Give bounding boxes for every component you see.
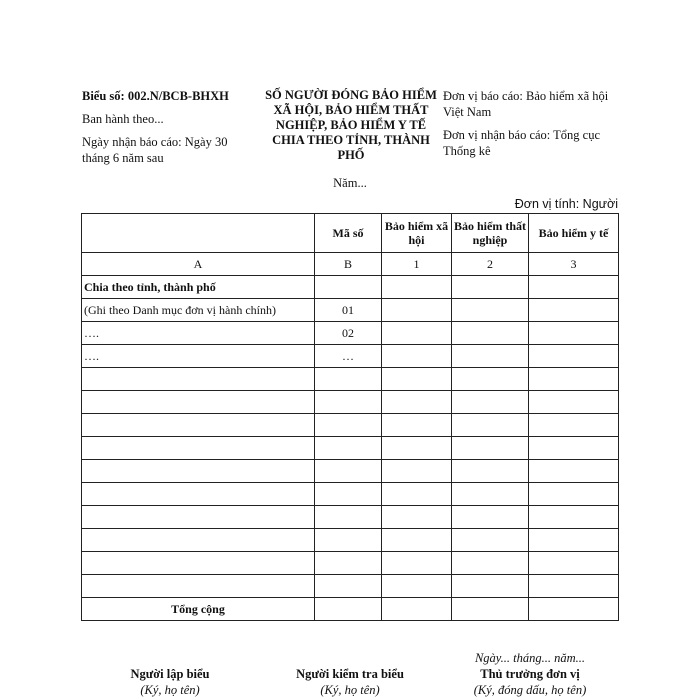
table-cell	[529, 483, 619, 506]
index-cell: 1	[382, 253, 452, 276]
table-cell	[529, 598, 619, 621]
table-cell	[382, 483, 452, 506]
receive-date: Ngày nhận báo cáo: Ngày 30 tháng 6 năm sau	[82, 135, 228, 165]
row-label: (Ghi theo Danh mục đơn vị hành chính)	[82, 299, 315, 322]
table-row	[82, 414, 619, 437]
row-label	[82, 437, 315, 460]
table-cell	[382, 414, 452, 437]
report-table	[81, 213, 619, 621]
table-cell	[452, 322, 529, 345]
table-cell	[452, 460, 529, 483]
table-cell	[452, 483, 529, 506]
head-note: (Ký, đóng dấu, họ tên)	[473, 683, 587, 697]
table-cell	[529, 529, 619, 552]
table-row	[82, 299, 619, 322]
table-cell	[529, 414, 619, 437]
row-label: ….	[82, 345, 315, 368]
table-row	[82, 460, 619, 483]
table-row	[82, 483, 619, 506]
table-cell	[452, 391, 529, 414]
preparer-signature	[110, 666, 230, 698]
row-code	[315, 414, 382, 437]
table-cell	[382, 460, 452, 483]
table-cell	[382, 598, 452, 621]
table-cell	[382, 552, 452, 575]
total-label: Tổng cộng	[82, 598, 315, 621]
table-cell	[452, 299, 529, 322]
measure-unit: Đơn vị tính: Người	[514, 197, 618, 211]
total-row	[82, 598, 619, 621]
table-cell	[382, 506, 452, 529]
index-cell: B	[315, 253, 382, 276]
row-label: Chia theo tỉnh, thành phố	[82, 276, 315, 299]
column-header: Bảo hiểm thất nghiệp	[452, 214, 529, 253]
preparer-note: (Ký, họ tên)	[140, 683, 200, 697]
column-header: Bảo hiểm y tế	[529, 214, 619, 253]
table-cell	[452, 506, 529, 529]
table-cell	[382, 276, 452, 299]
row-code: 01	[315, 299, 382, 322]
table-cell	[452, 368, 529, 391]
form-info	[82, 88, 257, 166]
receiving-unit: Đơn vị nhận báo cáo: Tổng cục Thống kê	[443, 128, 601, 158]
table-cell	[382, 391, 452, 414]
row-code	[315, 276, 382, 299]
table-cell	[529, 276, 619, 299]
form-code: Biểu số: 002.N/BCB-BHXH	[82, 89, 229, 103]
table-cell	[529, 552, 619, 575]
head-signature	[455, 650, 605, 698]
table-cell	[382, 575, 452, 598]
row-code	[315, 391, 382, 414]
row-label	[82, 552, 315, 575]
index-cell: 2	[452, 253, 529, 276]
table-row	[82, 529, 619, 552]
column-header: Bảo hiểm xã hội	[382, 214, 452, 253]
preparer-title: Người lập biểu	[130, 667, 210, 681]
row-code	[315, 552, 382, 575]
table-cell	[382, 368, 452, 391]
row-label	[82, 575, 315, 598]
row-label	[82, 368, 315, 391]
index-cell: 3	[529, 253, 619, 276]
issued-by: Ban hành theo...	[82, 112, 164, 126]
row-code	[315, 483, 382, 506]
table-row	[82, 575, 619, 598]
table-cell	[529, 299, 619, 322]
row-code	[315, 529, 382, 552]
checker-title: Người kiểm tra biểu	[296, 667, 404, 681]
table-row	[82, 552, 619, 575]
table-cell	[452, 598, 529, 621]
table-row	[82, 437, 619, 460]
table-header-row	[82, 214, 619, 253]
table-cell	[529, 437, 619, 460]
row-code	[315, 575, 382, 598]
row-code	[315, 437, 382, 460]
row-label	[82, 391, 315, 414]
date-line: Ngày... tháng... năm...	[474, 651, 586, 665]
column-header: Mã số	[315, 214, 382, 253]
report-year: Năm...	[333, 176, 367, 190]
table-cell	[382, 345, 452, 368]
row-label	[82, 483, 315, 506]
unit-info	[443, 88, 621, 159]
column-index-row	[82, 253, 619, 276]
table-cell	[452, 276, 529, 299]
table-cell	[452, 437, 529, 460]
table-cell	[382, 529, 452, 552]
row-code	[315, 506, 382, 529]
checker-signature	[282, 666, 418, 698]
table-cell	[382, 322, 452, 345]
table-cell	[452, 414, 529, 437]
table-row	[82, 276, 619, 299]
row-label	[82, 529, 315, 552]
row-code	[315, 460, 382, 483]
table-row	[82, 506, 619, 529]
checker-note: (Ký, họ tên)	[320, 683, 380, 697]
table-cell	[382, 299, 452, 322]
table-cell	[529, 575, 619, 598]
row-label	[82, 414, 315, 437]
table-row	[82, 345, 619, 368]
table-row	[82, 391, 619, 414]
row-code	[315, 368, 382, 391]
table-cell	[529, 322, 619, 345]
table-row	[82, 322, 619, 345]
row-label: ….	[82, 322, 315, 345]
row-code: 02	[315, 322, 382, 345]
reporting-unit: Đơn vị báo cáo: Bảo hiểm xã hội Việt Nam	[443, 89, 609, 119]
table-cell	[382, 437, 452, 460]
table-cell	[529, 391, 619, 414]
row-label	[82, 460, 315, 483]
row-code: …	[315, 345, 382, 368]
table-cell	[529, 345, 619, 368]
table-cell	[529, 506, 619, 529]
index-cell: A	[82, 253, 315, 276]
row-label	[82, 506, 315, 529]
head-title: Thủ trưởng đơn vị	[480, 667, 580, 681]
column-header	[82, 214, 315, 253]
table-cell	[452, 552, 529, 575]
table-cell	[529, 368, 619, 391]
table-cell	[452, 345, 529, 368]
report-title: SỐ NGƯỜI ĐÓNG BẢO HIỂM XÃ HỘI, BẢO HIỂM THẤT NGHIỆP, BẢO HIỂM Y TẾ CHIA THEO TỈNH, THÀNH PHỐ	[265, 88, 437, 162]
table-cell	[452, 529, 529, 552]
table-cell	[452, 575, 529, 598]
table-cell	[315, 598, 382, 621]
table-row	[82, 368, 619, 391]
table-cell	[529, 460, 619, 483]
